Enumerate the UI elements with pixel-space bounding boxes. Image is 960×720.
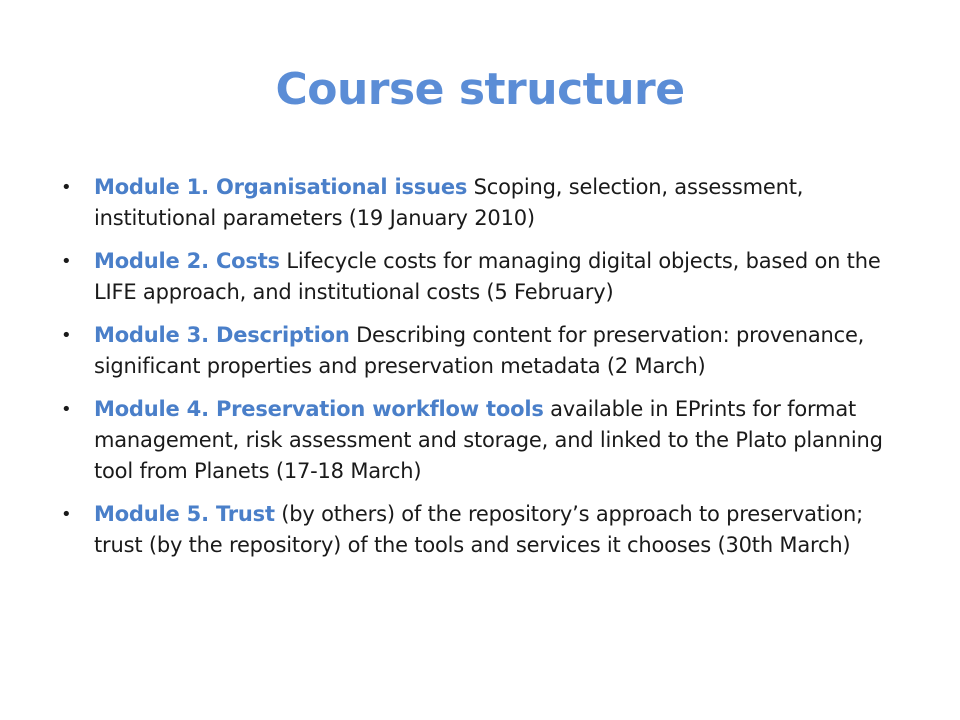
list-item-module-5 [56, 499, 916, 561]
list-item-module-4 [56, 394, 916, 487]
list-item-module-3 [56, 320, 916, 382]
module-heading: Module 4. Preservation workflow tools [94, 397, 544, 421]
module-heading: Module 2. Costs [94, 249, 280, 273]
module-description: (by others) of the repository’s approach to preservation; trust (by the repository) of the tools and services it chooses (30th March) [94, 502, 864, 557]
list-item-module-2 [56, 246, 916, 308]
bullet-icon: • [61, 399, 72, 420]
slide-title: Course structure [275, 64, 685, 115]
bullet-icon: • [61, 504, 72, 525]
module-heading: Module 1. Organisational issues [94, 175, 468, 199]
module-description: Lifecycle costs for managing digital objects, based on the LIFE approach, and institutional costs (5 February) [94, 249, 881, 304]
module-description: Scoping, selection, assessment, institutional parameters (19 January 2010) [94, 175, 804, 230]
bullet-list [56, 172, 916, 573]
module-description: available in EPrints for format management, risk assessment and storage, and linked to the Plato planning tool from Planets (17-18 March) [94, 397, 883, 483]
bullet-icon: • [61, 251, 72, 272]
bullet-icon: • [61, 325, 72, 346]
module-description: Describing content for preservation: provenance, significant properties and preservation metadata (2 March) [94, 323, 865, 378]
module-heading: Module 5. Trust [94, 502, 275, 526]
module-heading: Module 3. Description [94, 323, 350, 347]
list-item-module-1 [56, 172, 916, 234]
bullet-icon: • [61, 177, 72, 198]
